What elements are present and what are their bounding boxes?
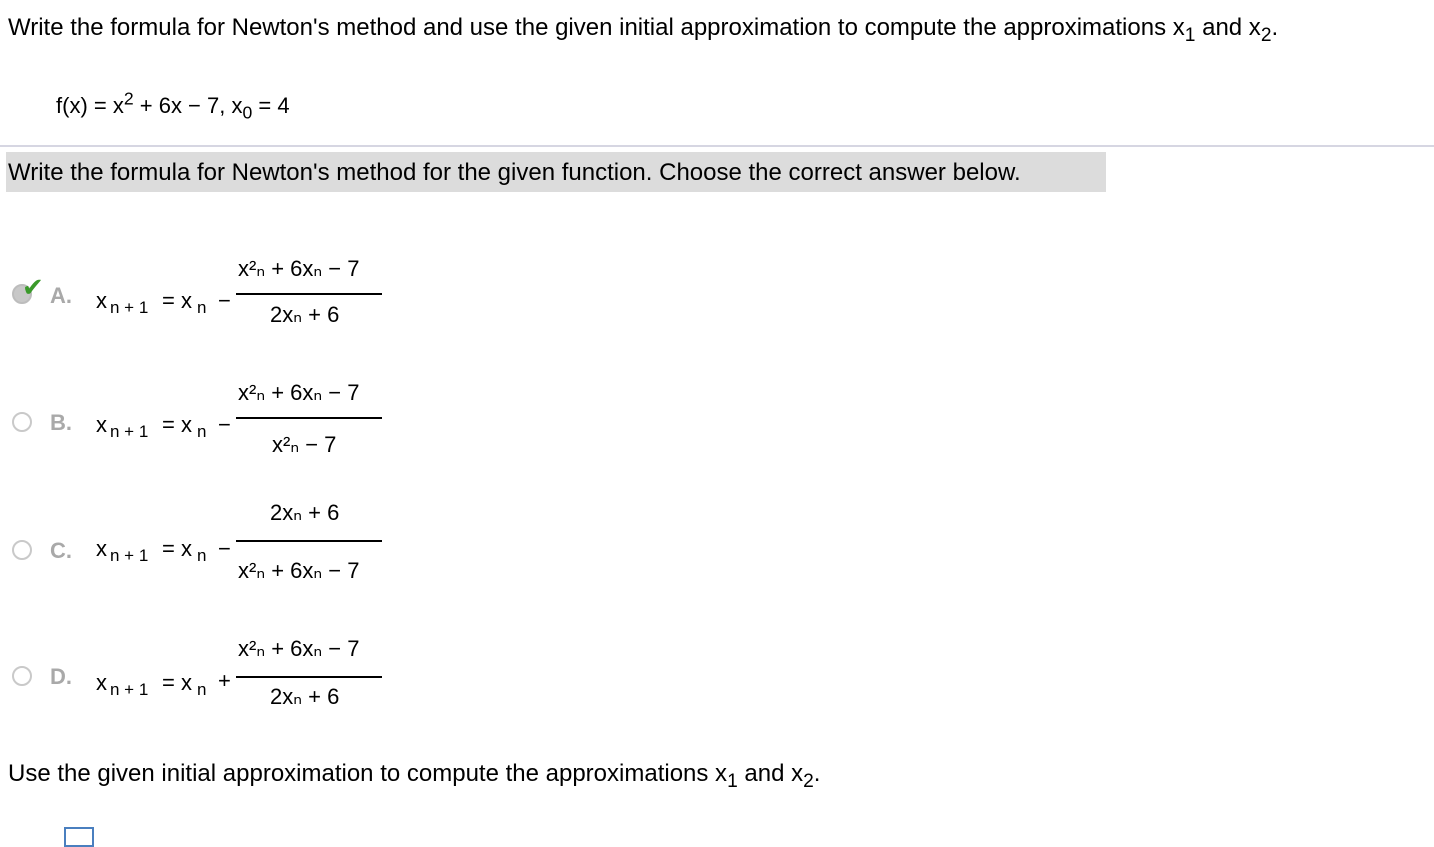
option-d[interactable]: D. x n + 1 = x n + x²ₙ + 6xₙ − 7 2xₙ + 6 xyxy=(0,620,400,720)
part2-instruction: Use the given initial approximation to compute the approximations $x_1$ and $x_2$. xyxy=(8,760,821,792)
part1-instruction: Write the formula for Newton's method for the given function. Choose the correct answer below. xyxy=(8,159,1021,186)
option-letter: D. xyxy=(50,664,72,689)
checkmark-icon: ✔ xyxy=(22,272,44,302)
option-a[interactable]: ✔ A. x n + 1 = x n − x²ₙ + 6xₙ − 7 2xₙ + 6 xyxy=(0,236,400,336)
numerator: x²ₙ + 6xₙ − 7 xyxy=(238,256,360,281)
radio-c[interactable] xyxy=(12,540,32,560)
numerator: x²ₙ + 6xₙ − 7 xyxy=(238,380,360,405)
fraction-bar xyxy=(236,293,382,295)
radio-b[interactable] xyxy=(12,412,32,432)
question-prompt: Write the formula for Newton's method and use the given initial approximation to compute the approximations $x_1$ and $x_2$. xyxy=(8,14,1279,46)
fraction-bar xyxy=(236,676,382,678)
radio-d[interactable] xyxy=(12,666,32,686)
numerator: x²ₙ + 6xₙ − 7 xyxy=(238,636,360,661)
option-letter: C. xyxy=(50,538,72,563)
numerator: 2xₙ + 6 xyxy=(270,500,340,525)
denominator: 2xₙ + 6 xyxy=(270,684,340,709)
function-definition: $f(x) = x^2 + 6x - 7$, $x_0 = 4$ xyxy=(56,88,290,123)
denominator: x²ₙ − 7 xyxy=(272,432,337,457)
option-letter: A. xyxy=(50,283,72,308)
option-letter: B. xyxy=(50,410,72,435)
answer-input-box[interactable] xyxy=(64,827,94,847)
denominator: x²ₙ + 6xₙ − 7 xyxy=(238,558,360,583)
fraction-bar xyxy=(236,540,382,542)
option-c[interactable]: C. x n + 1 = x n − 2xₙ + 6 x²ₙ + 6xₙ − 7 xyxy=(0,494,400,594)
section-divider xyxy=(0,145,1434,147)
option-b[interactable]: B. x n + 1 = x n − x²ₙ + 6xₙ − 7 x²ₙ − 7 xyxy=(0,360,400,460)
denominator: 2xₙ + 6 xyxy=(270,302,340,327)
fraction-bar xyxy=(236,417,382,419)
